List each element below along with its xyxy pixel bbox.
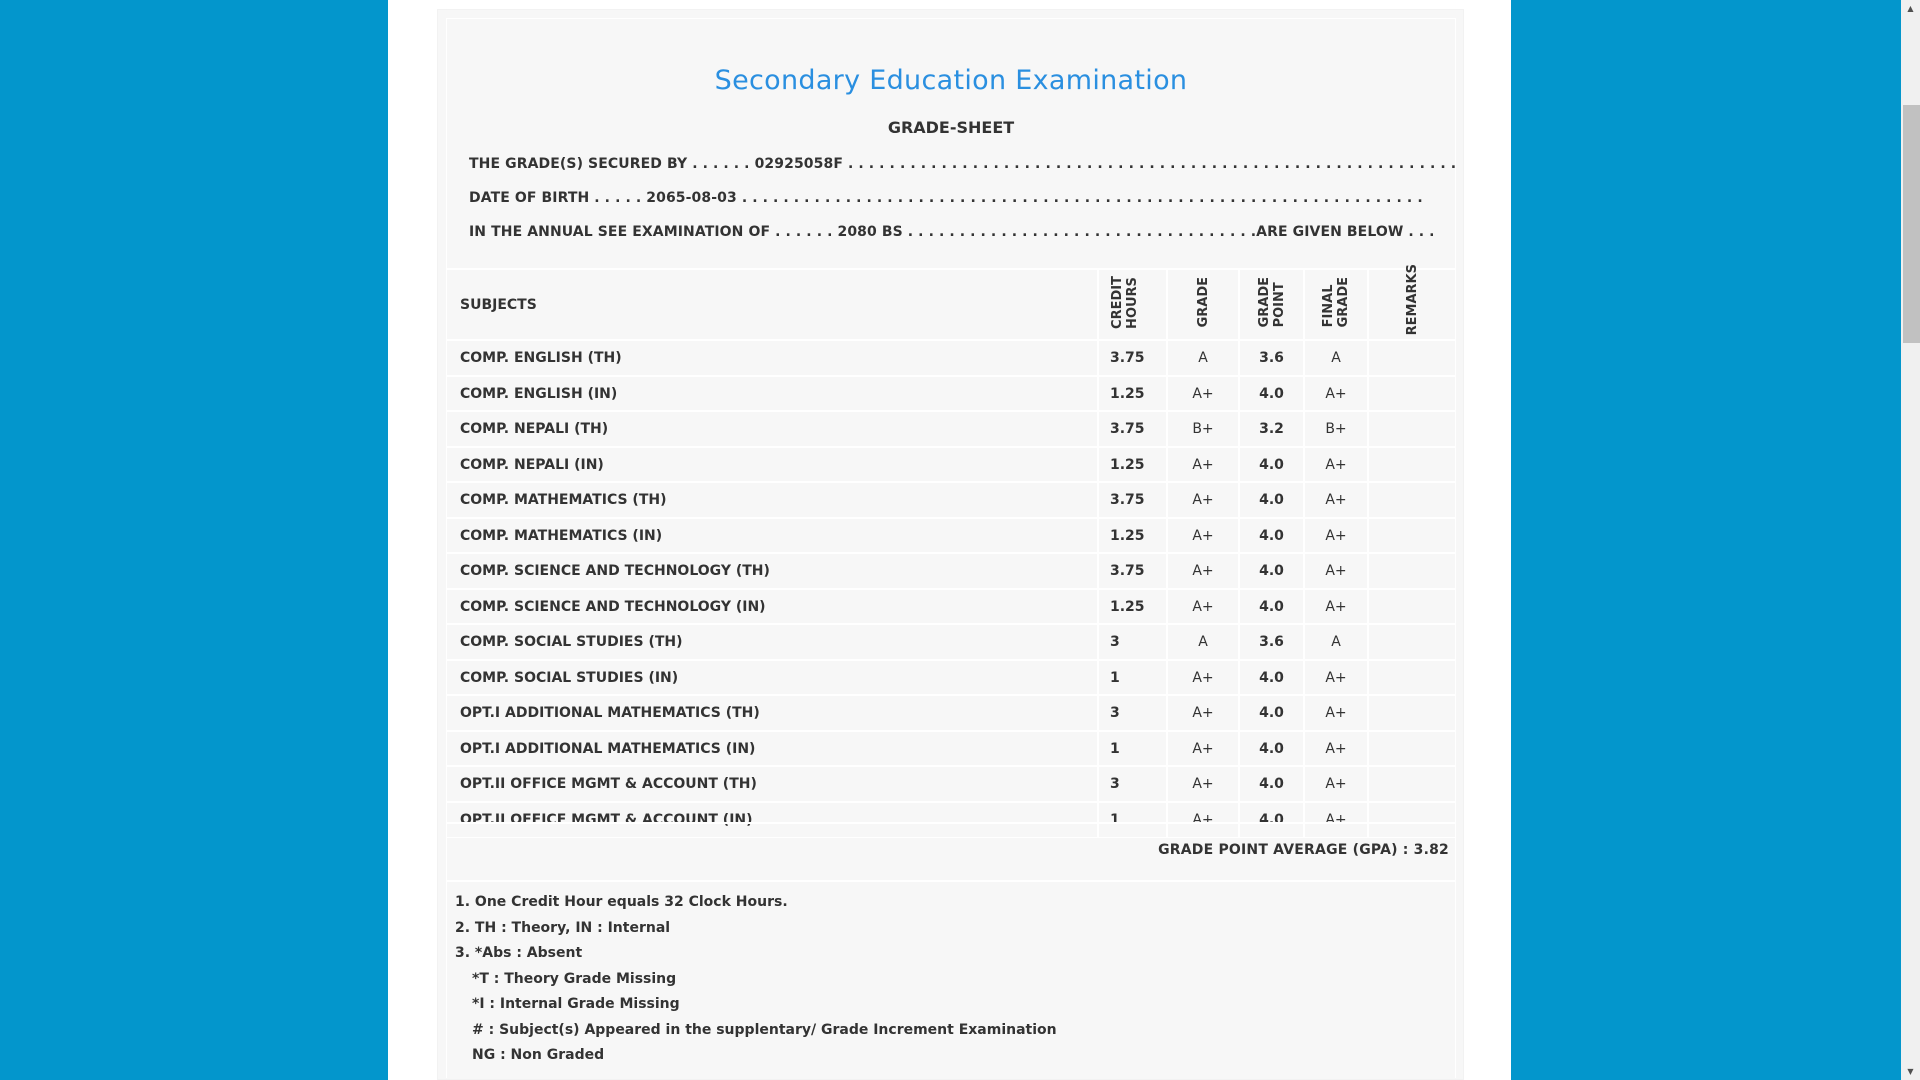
subject-cell: COMP. SCIENCE AND TECHNOLOGY (TH) xyxy=(447,553,1098,589)
table-row xyxy=(447,766,1455,802)
credit-hours-cell: 3.75 xyxy=(1098,553,1167,589)
remarks-cell xyxy=(1368,660,1455,696)
grade-cell: B+ xyxy=(1167,411,1239,447)
header-final-grade-text: FINAL GRADE xyxy=(1321,277,1351,328)
note-item: # : Subject(s) Appeared in the supplentary/ Grade Increment Examination xyxy=(472,1021,1057,1038)
dot-leader: . . . . . xyxy=(594,190,642,206)
remarks-cell xyxy=(1368,340,1455,376)
subject-cell: COMP. MATHEMATICS (IN) xyxy=(447,518,1098,554)
dot-leader: . . . . . . xyxy=(775,224,833,240)
notes-list xyxy=(455,890,1057,1069)
credit-hours-cell: 3 xyxy=(1098,695,1167,731)
table-row xyxy=(447,589,1455,625)
grade-sheet-heading: GRADE-SHEET xyxy=(887,118,1015,137)
subject-cell: COMP. NEPALI (IN) xyxy=(447,447,1098,483)
dob-line xyxy=(469,190,1423,206)
table-row xyxy=(447,518,1455,554)
final-grade-cell: A+ xyxy=(1304,376,1368,412)
table-row xyxy=(447,447,1455,483)
grade-cell: A+ xyxy=(1167,447,1239,483)
scroll-up-arrow-icon[interactable]: ▲ xyxy=(1907,4,1914,13)
note-item: 3. *Abs : Absent xyxy=(455,945,583,961)
final-grade-cell: A+ xyxy=(1304,553,1368,589)
remarks-cell xyxy=(1368,376,1455,412)
credit-hours-cell: 1 xyxy=(1098,660,1167,696)
table-row xyxy=(447,482,1455,518)
exam-label: IN THE ANNUAL SEE EXAMINATION OF xyxy=(469,224,771,240)
header-grade-point-text: GRADE POINT xyxy=(1256,277,1287,328)
table-row xyxy=(447,695,1455,731)
grade-cell: A+ xyxy=(1167,482,1239,518)
secured-by-label: THE GRADE(S) SECURED BY xyxy=(469,156,688,172)
subject-cell: COMP. SCIENCE AND TECHNOLOGY (IN) xyxy=(447,589,1098,625)
remarks-cell xyxy=(1368,624,1455,660)
subject-cell: COMP. ENGLISH (IN) xyxy=(447,376,1098,412)
symbol-number: 02925058F xyxy=(754,156,843,172)
final-grade-cell: A+ xyxy=(1304,731,1368,767)
header-credit-hours-text: CREDIT HOURS xyxy=(1110,276,1140,330)
header-grade-text: GRADE xyxy=(1195,277,1211,328)
table-row xyxy=(447,340,1455,376)
credit-hours-cell: 3.75 xyxy=(1098,340,1167,376)
grade-cell: A+ xyxy=(1167,695,1239,731)
page-container xyxy=(388,0,1511,1080)
grade-point-cell: 4.0 xyxy=(1239,695,1304,731)
credit-hours-cell: 3 xyxy=(1098,766,1167,802)
final-grade-cell: A+ xyxy=(1304,589,1368,625)
grade-point-cell: 3.6 xyxy=(1239,624,1304,660)
note-item: 2. TH : Theory, IN : Internal xyxy=(455,919,671,936)
grade-point-cell: 3.2 xyxy=(1239,411,1304,447)
remarks-cell xyxy=(1368,731,1455,767)
header-subjects: SUBJECTS xyxy=(447,269,1098,340)
grade-cell: A+ xyxy=(1167,802,1239,838)
final-grade-cell: A+ xyxy=(1304,518,1368,554)
note-item: *T : Theory Grade Missing xyxy=(472,970,677,987)
final-grade-cell: A+ xyxy=(1304,482,1368,518)
subject-cell: COMP. SOCIAL STUDIES (TH) xyxy=(447,624,1098,660)
grade-point-cell: 4.0 xyxy=(1239,376,1304,412)
dot-leader: . . . . . . . . . . . . . . . . . . . . . . . . . . . . . . . . . . . . . . . . . . . . . . . . . . . . . . . . . . . xyxy=(847,156,1457,172)
secured-by-line xyxy=(469,156,1457,172)
header-grade xyxy=(1167,269,1239,340)
grade-cell: A+ xyxy=(1167,731,1239,767)
grade-cell: A+ xyxy=(1167,376,1239,412)
final-grade-cell: A xyxy=(1304,624,1368,660)
grade-point-cell: 4.0 xyxy=(1239,553,1304,589)
remarks-cell xyxy=(1368,553,1455,589)
grade-point-cell: 4.0 xyxy=(1239,731,1304,767)
final-grade-cell: A xyxy=(1304,340,1368,376)
remarks-cell xyxy=(1368,589,1455,625)
dob-label: DATE OF BIRTH xyxy=(469,190,590,206)
table-row xyxy=(447,624,1455,660)
final-grade-cell: A+ xyxy=(1304,695,1368,731)
final-grade-cell: B+ xyxy=(1304,411,1368,447)
grade-cell: A+ xyxy=(1167,589,1239,625)
grade-point-cell: 4.0 xyxy=(1239,482,1304,518)
vertical-scrollbar[interactable] xyxy=(1901,0,1920,1080)
gpa-value: 3.82 xyxy=(1413,842,1449,858)
note-item: 1. One Credit Hour equals 32 Clock Hours. xyxy=(455,894,788,910)
header-remarks xyxy=(1368,264,1455,340)
final-grade-cell: A+ xyxy=(1304,660,1368,696)
dot-leader: . . . . . . . . . . . . . . . . . . . . . . . . . . . . . . . . . . . . . . . . . . . . . . . . . . . . . . . . . . . . . . . . . . xyxy=(741,190,1423,206)
remarks-cell xyxy=(1368,518,1455,554)
subject-cell: COMP. MATHEMATICS (TH) xyxy=(447,482,1098,518)
subject-cell: COMP. ENGLISH (TH) xyxy=(447,340,1098,376)
header-remarks-text: REMARKS xyxy=(1404,264,1420,336)
grades-table-body xyxy=(447,340,1455,837)
table-row xyxy=(447,731,1455,767)
final-grade-cell: A+ xyxy=(1304,447,1368,483)
grade-sheet-card xyxy=(437,9,1464,1080)
exam-year: 2080 BS xyxy=(837,224,903,240)
grade-cell: A xyxy=(1167,340,1239,376)
grade-cell: A+ xyxy=(1167,553,1239,589)
remarks-cell xyxy=(1368,482,1455,518)
final-grade-cell: A+ xyxy=(1304,802,1368,838)
credit-hours-cell: 1.25 xyxy=(1098,447,1167,483)
grade-point-cell: 4.0 xyxy=(1239,518,1304,554)
table-row xyxy=(447,660,1455,696)
subject-cell: OPT.I ADDITIONAL MATHEMATICS (TH) xyxy=(447,695,1098,731)
remarks-cell xyxy=(1368,695,1455,731)
grade-point-cell: 4.0 xyxy=(1239,589,1304,625)
exam-title: Secondary Education Examination xyxy=(714,65,1188,96)
table-header-row xyxy=(447,269,1455,340)
grade-point-cell: 3.6 xyxy=(1239,340,1304,376)
grade-sheet-inner xyxy=(446,18,1456,1078)
credit-hours-cell: 1.25 xyxy=(1098,376,1167,412)
credit-hours-cell: 1.25 xyxy=(1098,518,1167,554)
exam-line xyxy=(469,224,1435,240)
grade-cell: A+ xyxy=(1167,660,1239,696)
credit-hours-cell: 3.75 xyxy=(1098,411,1167,447)
grade-cell: A+ xyxy=(1167,766,1239,802)
note-item: NG : Non Graded xyxy=(472,1047,605,1063)
credit-hours-cell: 3 xyxy=(1098,624,1167,660)
subject-cell: OPT.II OFFICE MGMT & ACCOUNT (IN) xyxy=(447,802,1098,838)
note-item: *I : Internal Grade Missing xyxy=(472,996,680,1012)
subject-cell: OPT.I ADDITIONAL MATHEMATICS (IN) xyxy=(447,731,1098,767)
subject-cell: COMP. NEPALI (TH) xyxy=(447,411,1098,447)
remarks-cell xyxy=(1368,411,1455,447)
table-row xyxy=(447,376,1455,412)
dot-leader: . . . . . . xyxy=(692,156,750,172)
subject-cell: COMP. SOCIAL STUDIES (IN) xyxy=(447,660,1098,696)
remarks-cell xyxy=(1368,447,1455,483)
final-grade-cell: A+ xyxy=(1304,766,1368,802)
credit-hours-cell: 1 xyxy=(1098,802,1167,838)
grade-point-cell: 4.0 xyxy=(1239,660,1304,696)
credit-hours-cell: 1 xyxy=(1098,731,1167,767)
scroll-down-arrow-icon[interactable]: ▼ xyxy=(1907,1067,1914,1076)
table-row xyxy=(447,553,1455,589)
gpa-label: GRADE POINT AVERAGE (GPA) : xyxy=(1158,842,1409,858)
credit-hours-cell: 3.75 xyxy=(1098,482,1167,518)
exam-suffix: ARE GIVEN BELOW . . . xyxy=(1256,224,1435,240)
grade-point-cell: 4.0 xyxy=(1239,766,1304,802)
gpa-summary xyxy=(1158,842,1449,858)
header-grade-point xyxy=(1239,269,1304,340)
credit-hours-cell: 1.25 xyxy=(1098,589,1167,625)
grade-point-cell: 4.0 xyxy=(1239,802,1304,838)
grades-table xyxy=(447,264,1455,838)
header-credit-hours xyxy=(1098,269,1167,340)
table-row xyxy=(447,411,1455,447)
dob-value: 2065-08-03 xyxy=(646,190,737,206)
gpa-row xyxy=(447,822,1455,882)
grade-point-cell: 4.0 xyxy=(1239,447,1304,483)
remarks-cell xyxy=(1368,766,1455,802)
header-final-grade xyxy=(1304,269,1368,340)
scrollbar-thumb[interactable] xyxy=(1903,105,1920,343)
grade-cell: A+ xyxy=(1167,518,1239,554)
dot-leader: . . . . . . . . . . . . . . . . . . . . . . . . . . . . . . . . . . xyxy=(907,224,1257,240)
subject-cell: OPT.II OFFICE MGMT & ACCOUNT (TH) xyxy=(447,766,1098,802)
grade-cell: A xyxy=(1167,624,1239,660)
